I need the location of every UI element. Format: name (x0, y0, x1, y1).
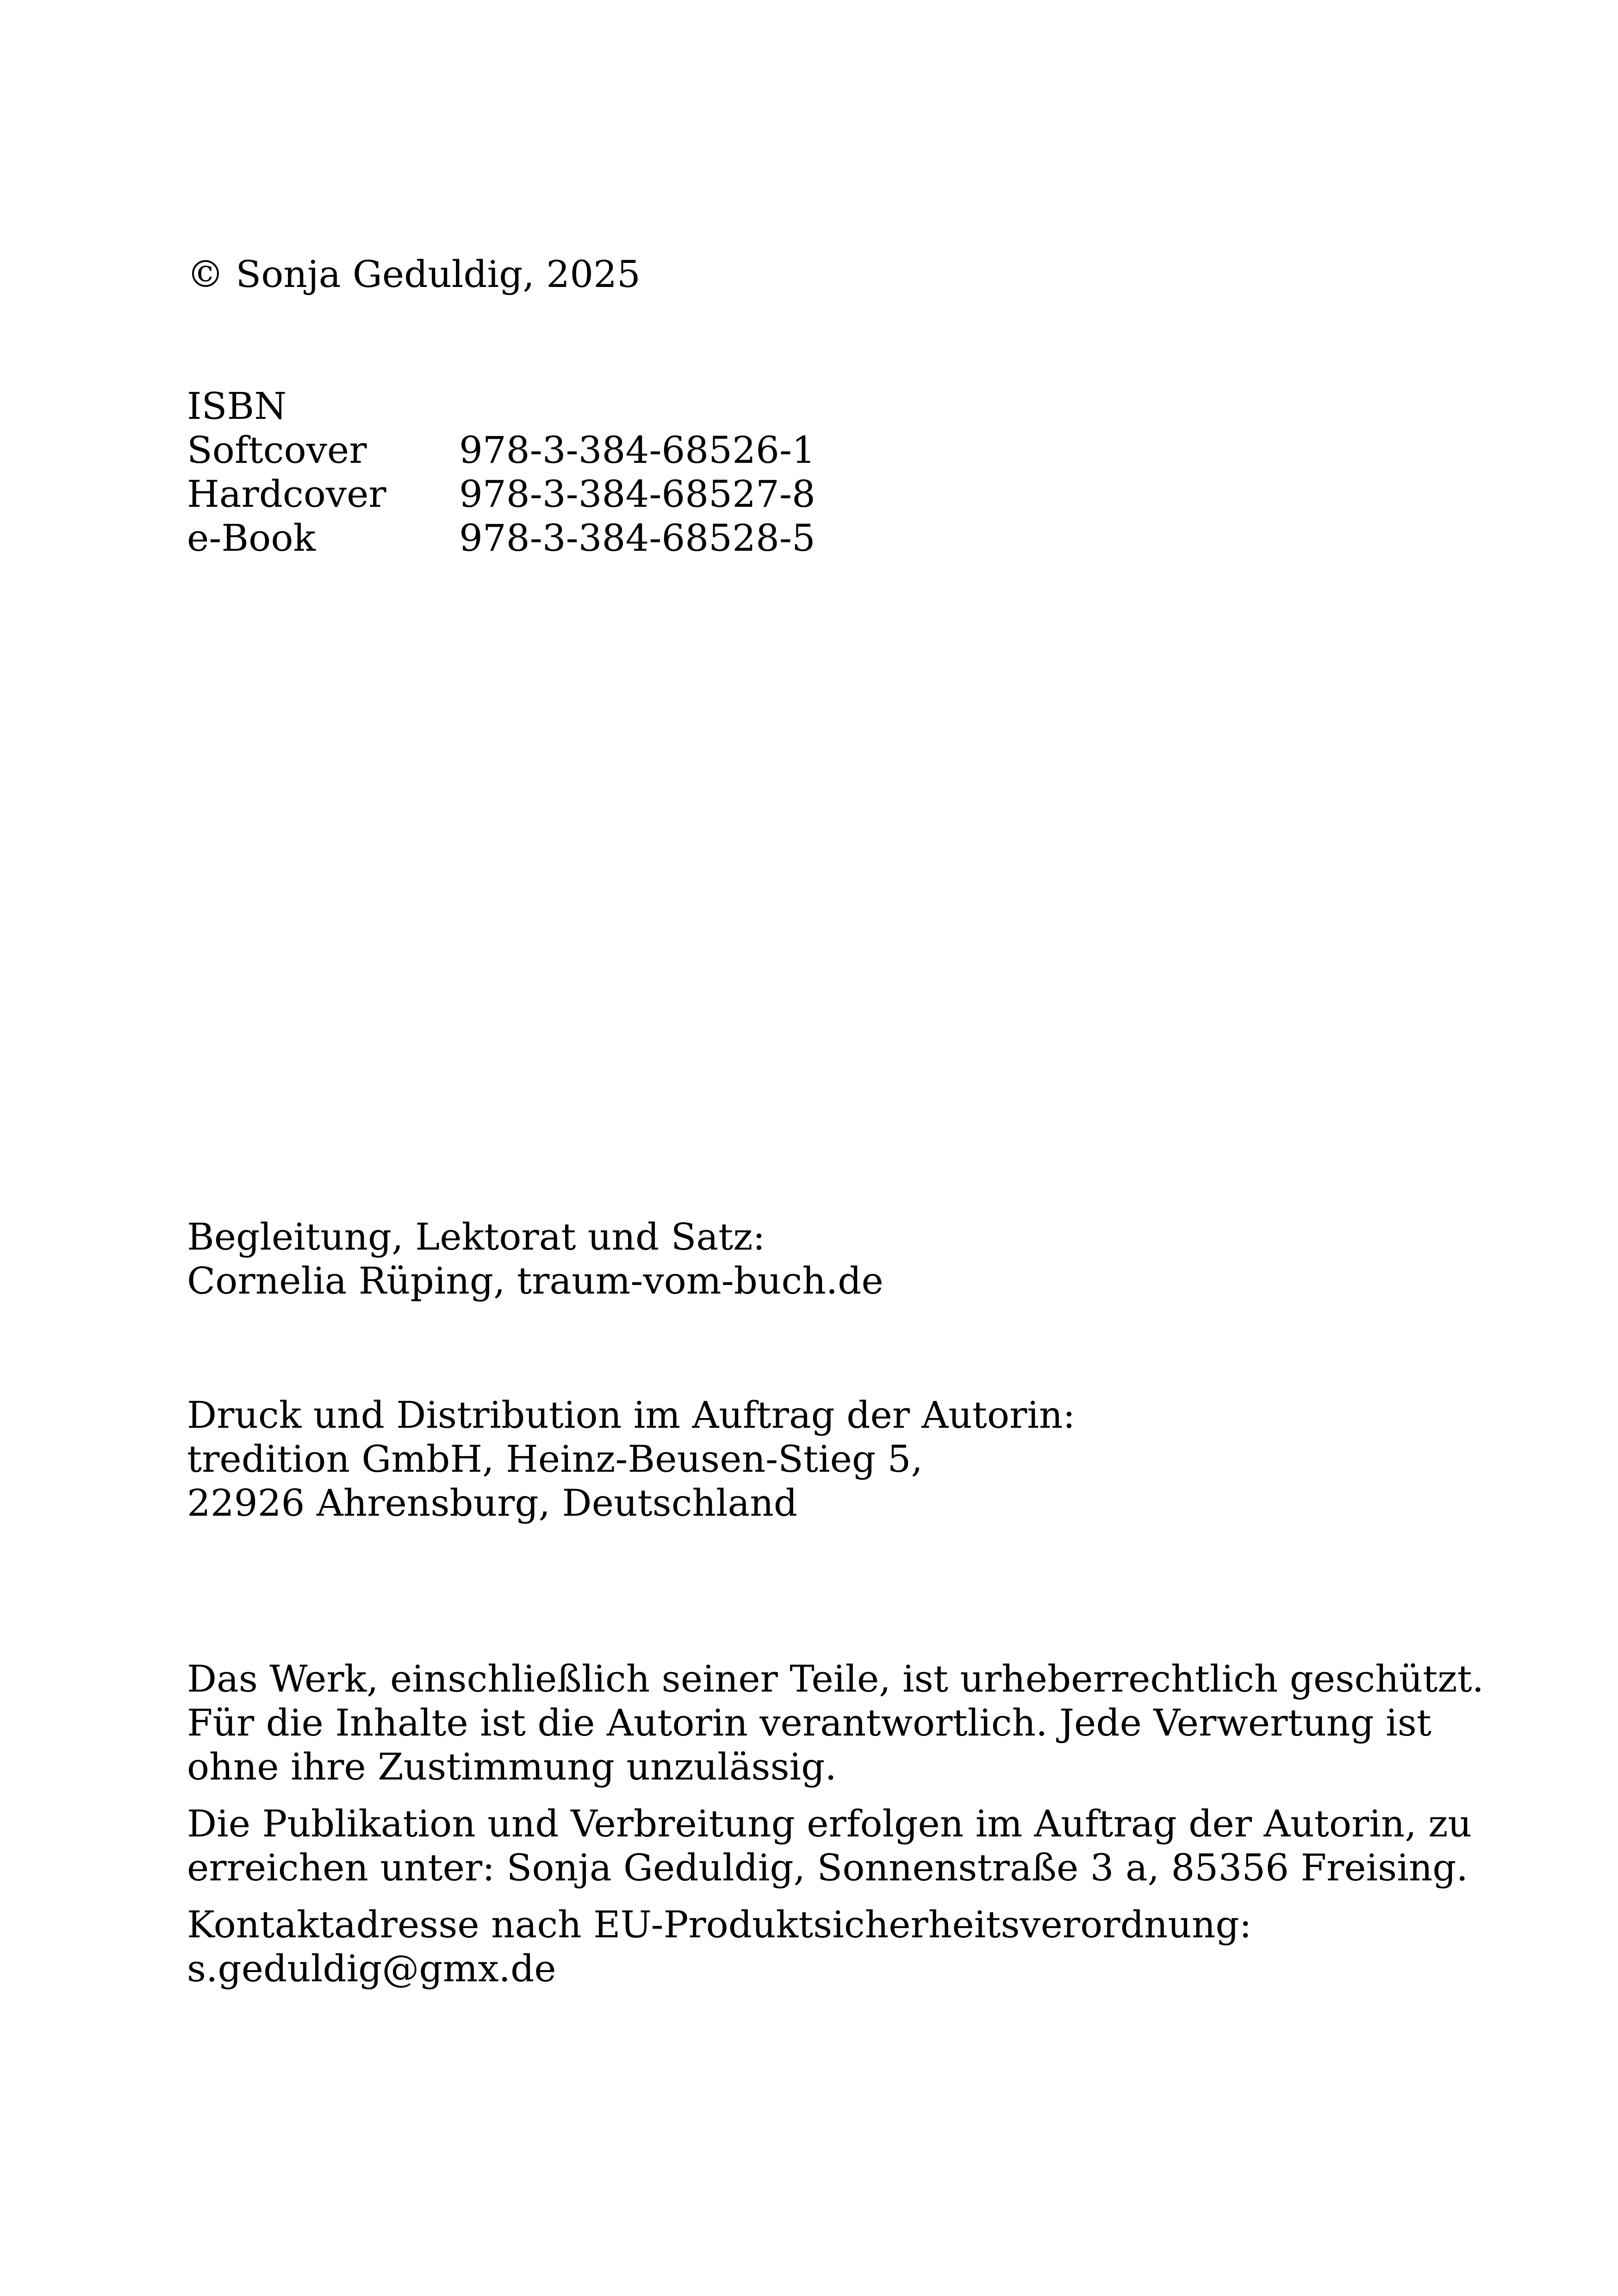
isbn-number: 978-3-384-68528-5 (459, 516, 815, 560)
isbn-number: 978-3-384-68527-8 (459, 473, 815, 516)
paragraph-line: Die Publikation und Verbreitung erfolgen im Auftrag der Autorin, zu (187, 1802, 1472, 1845)
printing-distribution (187, 1393, 1075, 1525)
legal-notice (187, 1657, 1484, 1991)
isbn-format-label: e-Book (187, 516, 316, 560)
isbn-section (187, 384, 815, 560)
isbn-format-label: Hardcover (187, 473, 386, 516)
isbn-row-hardcover (187, 472, 815, 516)
editorial-credits (187, 1215, 884, 1303)
printing-address: 22926 Ahrensburg, Deutschland (187, 1481, 797, 1524)
publication-paragraph (187, 1802, 1484, 1890)
paragraph-line: erreichen unter: Sonja Geduldig, Sonnenstraße 3 a, 85356 Freising. (187, 1846, 1468, 1889)
copyright-paragraph (187, 1657, 1484, 1789)
printing-heading: Druck und Distribution im Auftrag der Autorin: (187, 1394, 1076, 1437)
isbn-format-label: Softcover (187, 429, 367, 472)
contact-email: s.geduldig@gmx.de (187, 1947, 556, 1990)
isbn-heading: ISBN (187, 385, 287, 428)
paragraph-line: ohne ihre Zustimmung unzulässig. (187, 1745, 837, 1788)
isbn-row-softcover (187, 428, 815, 472)
isbn-number: 978-3-384-68526-1 (459, 429, 815, 472)
copyright-notice (187, 252, 641, 296)
contact-paragraph (187, 1903, 1484, 1991)
isbn-row-ebook (187, 516, 815, 560)
paragraph-line: Kontaktadresse nach EU-Produktsicherheitsverordnung: (187, 1903, 1252, 1946)
paragraph-line: Für die Inhalte ist die Autorin verantwortlich. Jede Verwertung ist (187, 1701, 1431, 1744)
printing-company: tredition GmbH, Heinz-Beusen-Stieg 5, (187, 1437, 923, 1481)
paragraph-line: Das Werk, einschließlich seiner Teile, ist urheberrechtlich geschützt. (187, 1657, 1484, 1700)
copyright-text: © Sonja Geduldig, 2025 (187, 253, 641, 296)
credits-name: Cornelia Rüping, traum-vom-buch.de (187, 1259, 884, 1302)
credits-heading: Begleitung, Lektorat und Satz: (187, 1215, 765, 1258)
